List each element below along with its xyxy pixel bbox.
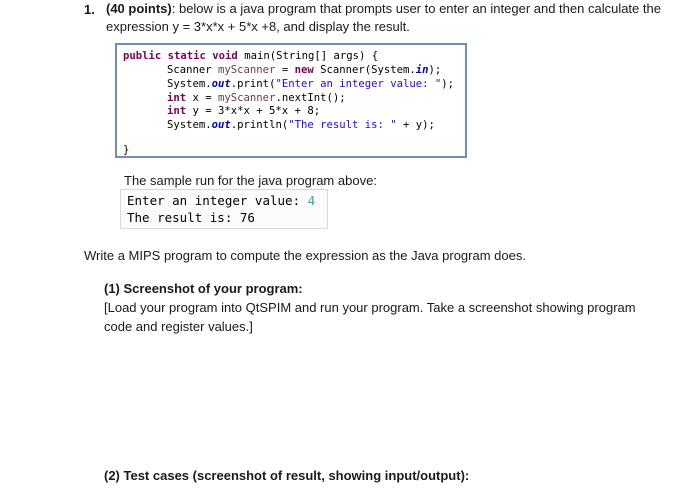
sample-console-output (120, 189, 328, 229)
code-keyword: new (294, 64, 314, 76)
code-text: ); (441, 78, 455, 90)
sample-run-title: The sample run for the java program above: (124, 173, 377, 188)
code-text: .println( (230, 119, 289, 131)
code-field: out (211, 78, 231, 90)
code-text: Scanner(System. (313, 64, 416, 76)
code-field: in (415, 64, 429, 76)
console-prompt-text: Enter an integer value: (127, 193, 308, 208)
code-text: .print( (230, 78, 276, 90)
part1-instruction: [Load your program into QtSPIM and run your program. Take a screenshot showing program code and register values.] (104, 300, 636, 334)
code-line-compute-y (167, 105, 320, 119)
part2-heading: (2) Test cases (screenshot of result, showing input/output): (104, 468, 470, 483)
code-keyword: int (167, 92, 187, 104)
code-variable: myScanner (218, 64, 276, 76)
code-field: out (211, 119, 231, 131)
question-points: (40 points) (106, 1, 172, 16)
code-text: ); (428, 64, 442, 76)
code-text: + y); (396, 119, 435, 131)
question-prompt: : below is a java program that prompts user to enter an integer and then calculate the expression y = 3*x*x + 5*x +8, and display the result. (106, 1, 661, 34)
code-line-read-x (167, 92, 346, 106)
java-code-block (115, 43, 467, 158)
code-variable: myScanner (218, 92, 276, 104)
code-text: System. (167, 119, 212, 131)
code-string: "Enter an integer value: " (275, 78, 442, 90)
question-text (106, 0, 686, 36)
code-string: "The result is: " (288, 119, 397, 131)
code-keyword: int (167, 105, 187, 117)
console-line-prompt (127, 192, 321, 209)
code-line-scanner (167, 64, 441, 78)
code-text: = (275, 64, 295, 76)
console-line-result: The result is: 76 (127, 210, 255, 225)
code-text: y = 3*x*x + 5*x + 8; (186, 105, 321, 117)
question-number: 1. (84, 2, 95, 17)
code-text: System. (167, 78, 212, 90)
code-text: Scanner (167, 64, 219, 76)
code-text: main(String[] args) { (237, 50, 379, 62)
code-line-print (167, 78, 454, 92)
code-line-println (167, 119, 435, 133)
code-text: x = (186, 92, 219, 104)
code-closing-brace: } (123, 144, 130, 156)
task-description: Write a MIPS program to compute the expression as the Java program does. (84, 248, 526, 263)
code-line-main (123, 50, 378, 64)
console-user-input: 4 (307, 193, 316, 208)
code-keyword: public static void (123, 50, 238, 62)
code-text: .nextInt(); (275, 92, 346, 104)
part1-heading: (1) Screenshot of your program: (104, 281, 303, 296)
